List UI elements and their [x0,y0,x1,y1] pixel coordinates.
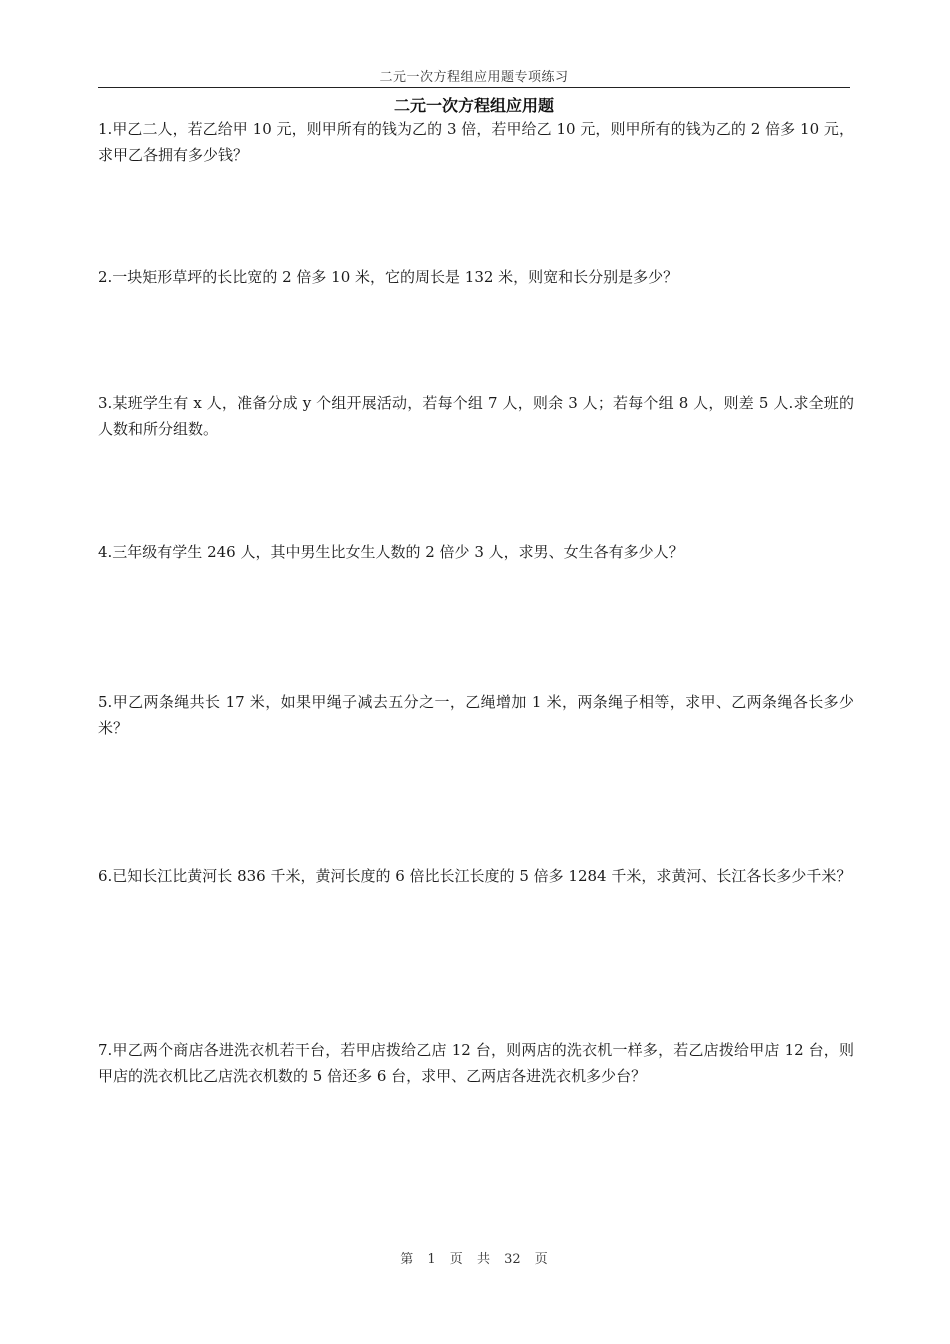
question-6: 6.已知长江比黄河长 836 千米，黄河长度的 6 倍比长江长度的 5 倍多 1284 千米，求黄河、长江各长多少千米？ [98,867,852,885]
header-divider [98,87,850,88]
question-3: 3.某班学生有 x 人，准备分成 y 个组开展活动，若每个组 7 人，则余 3 人；若每个组 8 人，则差 5 人.求全班的人数和所分组数。 [98,394,854,438]
total-prefix: 共 [476,1252,490,1267]
page-footer [98,1248,850,1267]
question-2: 2.一块矩形草坪的长比宽的 2 倍多 10 米，它的周长是 132 米，则宽和长分别是多少？ [98,268,679,286]
page-unit: 页 [449,1252,463,1267]
total-unit: 页 [534,1252,548,1267]
total-pages: 32 [504,1252,521,1267]
question-1: 1.甲乙二人，若乙给甲 10 元，则甲所有的钱为乙的 3 倍，若甲给乙 10 元，则甲所有的钱为乙的 2 倍多 10 元，求甲乙各拥有多少钱？ [98,120,854,164]
page-prefix: 第 [400,1252,414,1267]
question-4: 4.三年级有学生 246 人，其中男生比女生人数的 2 倍少 3 人，求男、女生各有多少人？ [98,543,684,561]
page-number: 1 [427,1252,436,1267]
document-title: 二元一次方程组应用题 [393,96,554,115]
question-5: 5.甲乙两条绳共长 17 米，如果甲绳子减去五分之一，乙绳增加 1 米，两条绳子相等，求甲、乙两条绳各长多少米？ [98,693,854,737]
running-header: 二元一次方程组应用题专项练习 [379,70,569,85]
question-7: 7.甲乙两个商店各进洗衣机若干台，若甲店拨给乙店 12 台，则两店的洗衣机一样多，若乙店拨给甲店 12 台，则甲店的洗衣机比乙店洗衣机数的 5 倍还多 6 台，求甲、乙两店各进洗衣机多少台？ [98,1041,854,1085]
